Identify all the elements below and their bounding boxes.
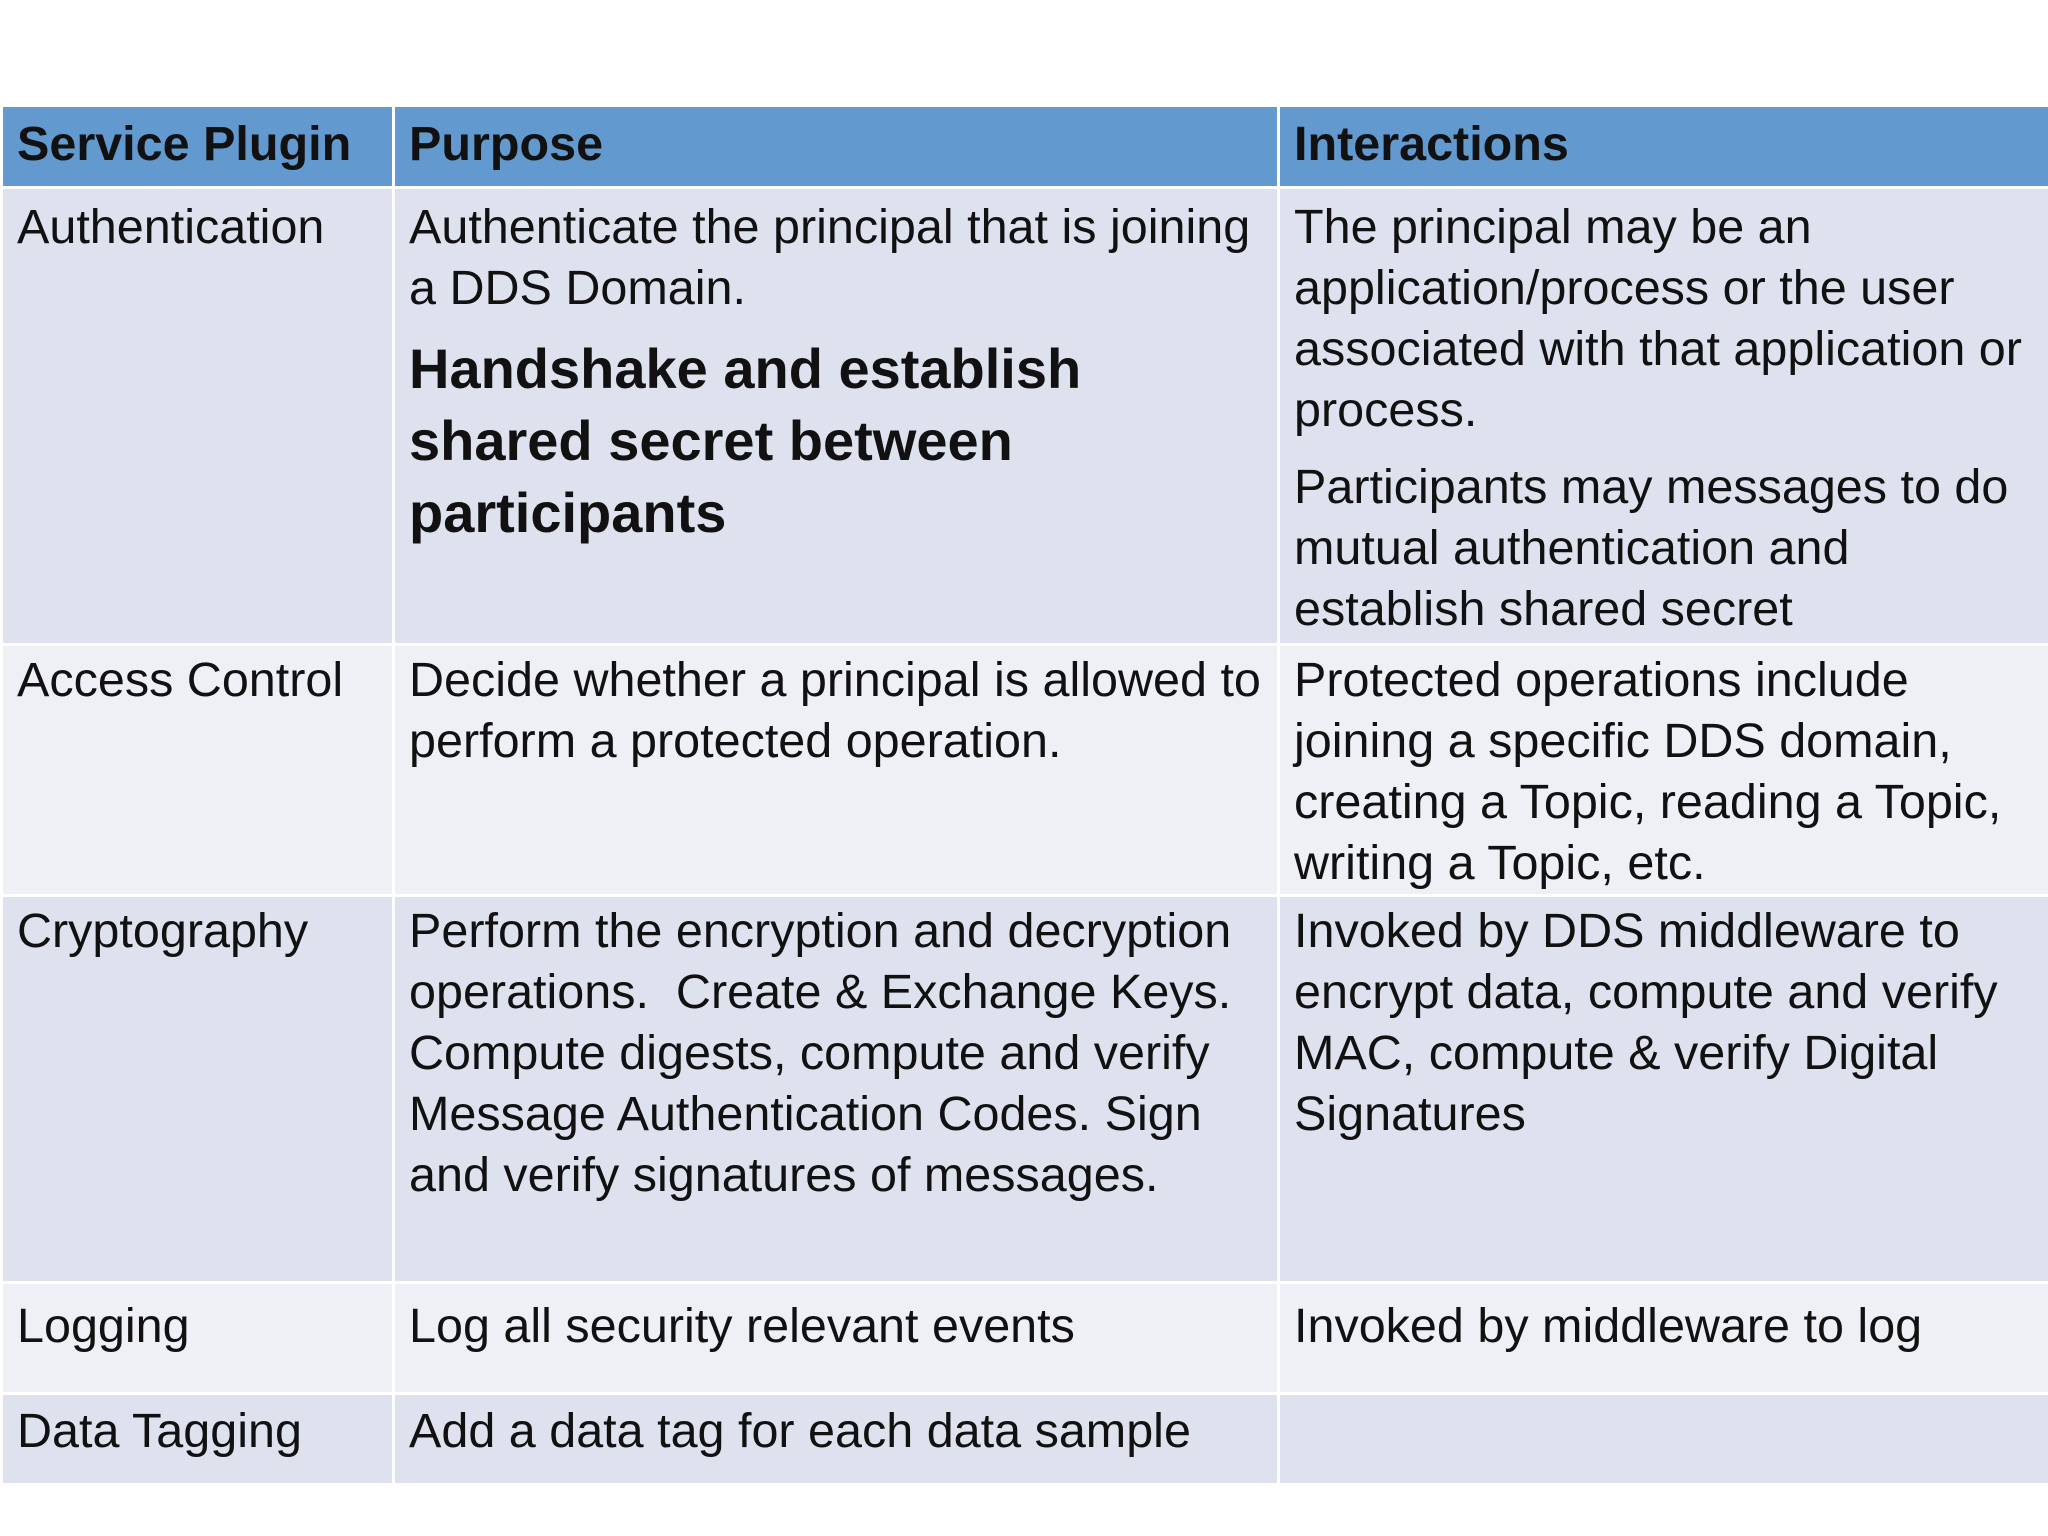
interactions-extra-text: Participants may messages to do mutual authentication and establish shared secret <box>1294 460 2009 636</box>
table-row <box>2 1283 2048 1394</box>
interactions-cell <box>1279 896 2048 1283</box>
purpose-text: Add a data tag for each data sample <box>409 1404 1191 1458</box>
interactions-text: Invoked by middleware to log <box>1294 1299 1923 1353</box>
purpose-cell <box>394 188 1279 645</box>
table-row <box>2 188 2048 645</box>
purpose-text: Perform the encryption and decryption operations. Create & Exchange Keys. Compute digests, compute and verify Message Authentication Codes. Sign and verify signatures of messages. <box>409 904 1245 1202</box>
header-purpose: Purpose <box>394 106 1279 188</box>
plugin-cell <box>2 1394 394 1485</box>
interactions-cell <box>1279 645 2048 896</box>
interactions-text: Protected operations include joining a specific DDS domain, creating a Topic, reading a Topic, writing a Topic, etc. <box>1294 653 2002 890</box>
plugin-name: Authentication <box>17 200 325 254</box>
purpose-text: Decide whether a principal is allowed to perform a protected operation. <box>409 653 1261 768</box>
purpose-cell <box>394 1394 1279 1485</box>
plugin-name: Cryptography <box>17 904 309 958</box>
plugin-cell <box>2 188 394 645</box>
plugin-cell <box>2 896 394 1283</box>
plugin-cell <box>2 645 394 896</box>
plugin-cell <box>2 1283 394 1394</box>
purpose-text: Log all security relevant events <box>409 1299 1075 1353</box>
table-row <box>2 896 2048 1283</box>
purpose-cell <box>394 1283 1279 1394</box>
header-interactions: Interactions <box>1279 106 2048 188</box>
interactions-cell <box>1279 1283 2048 1394</box>
interactions-cell <box>1279 188 2048 645</box>
purpose-cell <box>394 645 1279 896</box>
table-row <box>2 1394 2048 1485</box>
plugin-name: Access Control <box>17 653 344 707</box>
header-service-plugin: Service Plugin <box>2 106 394 188</box>
plugin-name: Data Tagging <box>17 1404 302 1458</box>
table-row <box>2 645 2048 896</box>
table-header-row <box>2 106 2048 188</box>
interactions-text: Invoked by DDS middleware to encrypt data, compute and verify MAC, compute & verify Digital Signatures <box>1294 904 1998 1141</box>
interactions-text: The principal may be an application/process or the user associated with that application or process. <box>1294 200 2022 437</box>
purpose-emphasis: Handshake and establish shared secret between participants <box>409 337 1082 544</box>
interactions-cell <box>1279 1394 2048 1485</box>
purpose-cell <box>394 896 1279 1283</box>
service-plugin-table <box>0 104 2048 1486</box>
plugin-name: Logging <box>17 1299 190 1353</box>
purpose-text: Authenticate the principal that is joining a DDS Domain. <box>409 200 1251 315</box>
